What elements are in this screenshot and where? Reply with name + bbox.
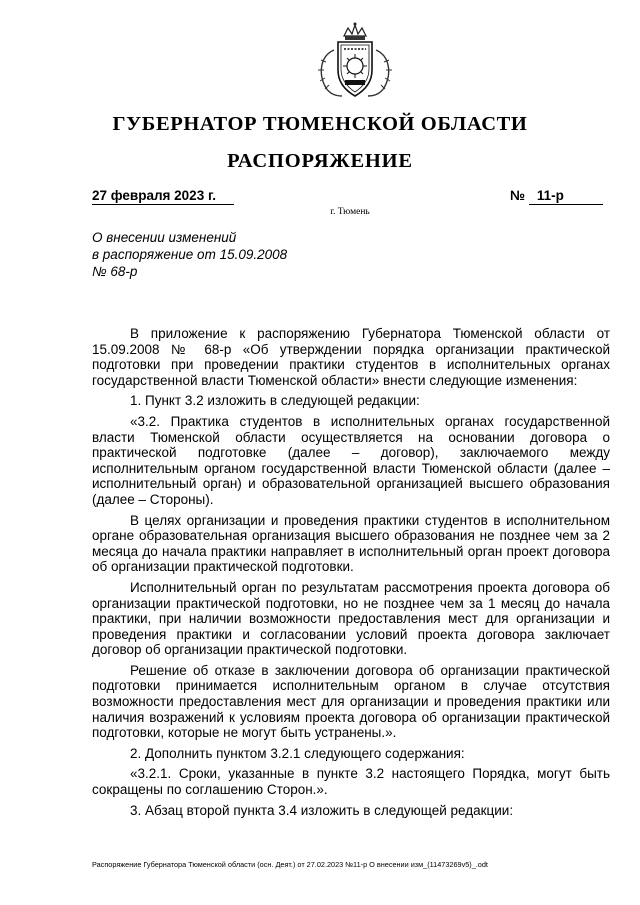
document-city: г. Тюмень [330,207,370,217]
document-subject [92,229,287,280]
subject-line: О внесении изменений [92,230,237,245]
document-type: РАСПОРЯЖЕНИЕ [227,150,413,172]
authority-title: ГУБЕРНАТОР ТЮМЕНСКОЙ ОБЛАСТИ [112,113,528,135]
body-paragraph: В приложение к распоряжению Губернатора Тюменской области от 15.09.2008 № 68-р «Об утверждении порядка организации практической подготовки при проведении практики студентов в исполнительных органах государственной власти Тюменской области» внести следующие изменения: [92,326,610,388]
subject-line: № 68-р [92,264,138,279]
number-label: № [510,188,526,203]
body-paragraph: «3.2. Практика студентов в исполнительных органах государственной власти Тюменской области осуществляется на основании договора о практической подготовке (далее – договор), заключаемого между исполнительным органом государственной власти Тюменской области (далее – исполнительный орган) и образовательной организацией высшего образования (далее – Стороны). [92,413,610,507]
body-paragraph: 3. Абзац второй пункта 3.4 изложить в следующей редакции: [130,802,514,818]
body-paragraph: 1. Пункт 3.2 изложить в следующей редакции: [130,393,420,409]
number-value: 11-р [529,188,603,205]
body-paragraph: «3.2.1. Сроки, указанные в пункте 3.2 настоящего Порядка, могут быть сокращены по соглашению Сторон.». [92,766,610,798]
document-number [510,188,603,205]
document-footer: Распоряжение Губернатора Тюменской области (осн. Деят.) от 27.02.2023 №11-р О внесении изм_(11473269v5)_.odt [92,860,488,869]
document-date: 27 февраля 2023 г. [92,188,234,205]
document-body [92,326,610,823]
coat-of-arms-icon [312,22,398,102]
body-paragraph: В целях организации и проведения практики студентов в исполнительном органе образовательная организация высшего образования не позднее чем за 2 месяца до начала практики направляет в исполнительный орган проект договора об организации практической подготовки. [92,512,610,575]
body-paragraph: Решение об отказе в заключении договора об организации практической подготовки принимается исполнительным органом в случае отсутствия возможности предоставления мест для организации и проведения практики или наличия возражений к условиям проекта договора об организации практической подготовки, которые не могут быть устранены.». [92,662,610,741]
body-paragraph: Исполнительный орган по результатам рассмотрения проекта договора об организации практической подготовки, но не позднее чем за 1 месяц до начала практики, при наличии возможности предоставления мест для организации и проведения практики и согласовании условий проекта договора заключает договор об организации практической подготовки. [92,579,610,658]
subject-line: в распоряжение от 15.09.2008 [92,247,288,262]
body-paragraph: 2. Дополнить пунктом 3.2.1 следующего содержания: [130,745,465,761]
